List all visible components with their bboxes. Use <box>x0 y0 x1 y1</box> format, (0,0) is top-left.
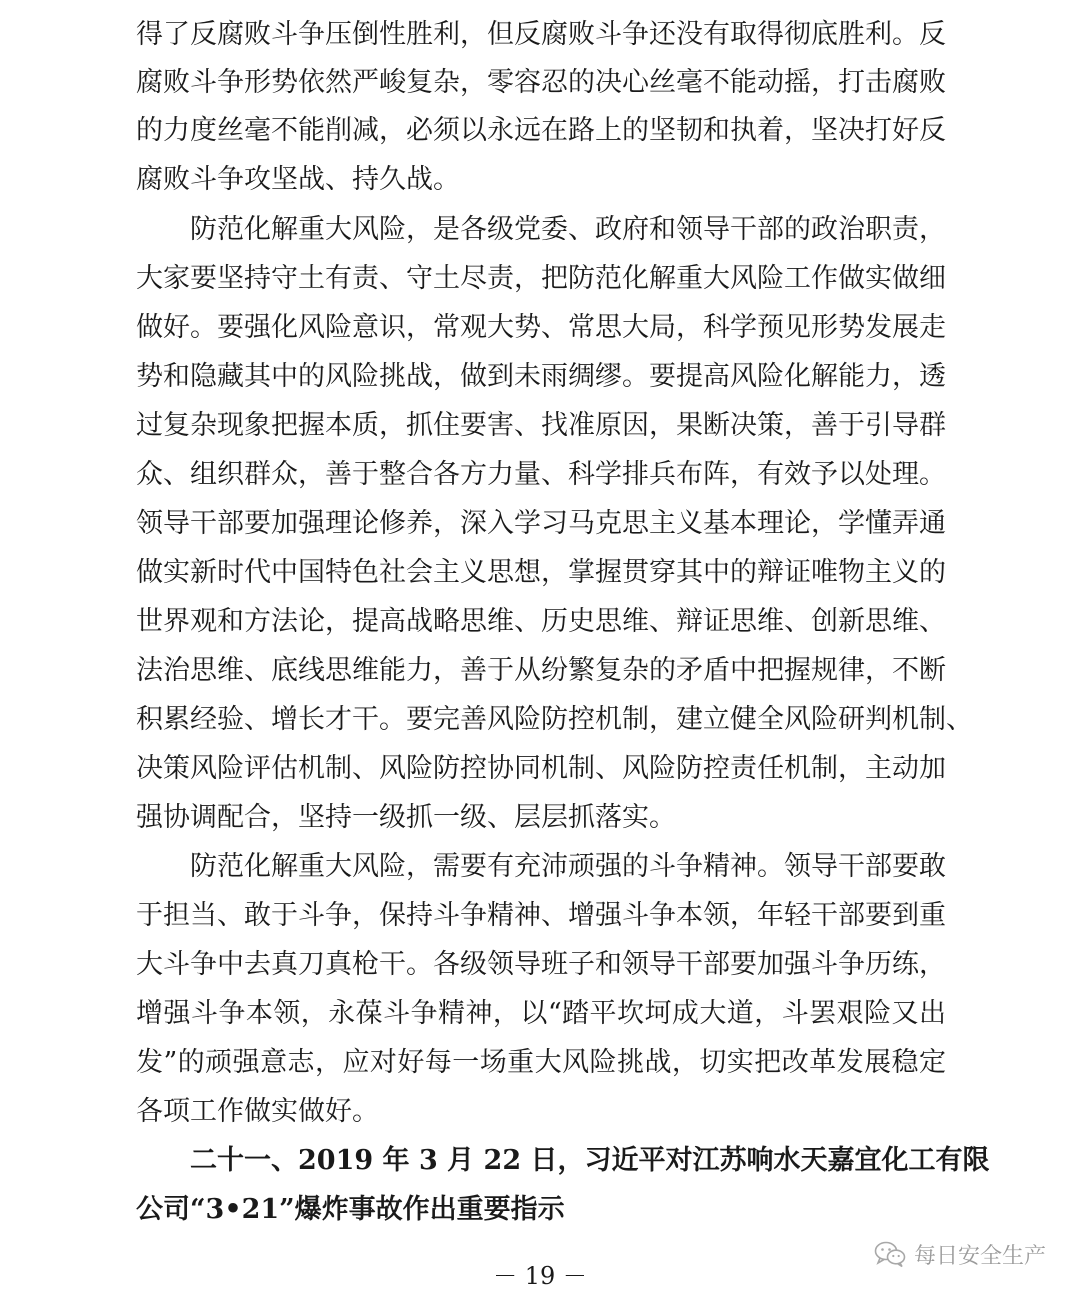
section-heading: 二十一、2019 年 3 月 22 日，习近平对江苏响水天嘉宜化工有限 <box>190 1145 990 1176</box>
text-line: 得了反腐败斗争压倒性胜利，但反腐败斗争还没有取得彻底胜利。反 <box>136 19 946 50</box>
text-line: 领导干部要加强理论修养，深入学习马克思主义基本理论，学懂弄通 <box>136 508 946 539</box>
text-line: 大家要坚持守土有责、守土尽责，把防范化解重大风险工作做实做细 <box>136 263 946 294</box>
page-number: － 19 － <box>493 1262 587 1290</box>
text-line: 世界观和方法论，提高战略思维、历史思维、辩证思维、创新思维、 <box>136 606 946 637</box>
paragraph-first-line: 防范化解重大风险，是各级党委、政府和领导干部的政治职责， <box>190 214 946 245</box>
text-line: 决策风险评估机制、风险防控协同机制、风险防控责任机制，主动加 <box>136 753 946 784</box>
watermark-text: 每日安全生产 <box>913 1243 1046 1269</box>
section-heading-continued: 公司“3•21”爆炸事故作出重要指示 <box>136 1194 565 1225</box>
text-line: 做好。要强化风险意识，常观大势、常思大局，科学预见形势发展走 <box>136 312 946 343</box>
text-line: 的力度丝毫不能削减，必须以永远在路上的坚韧和执着，坚决打好反 <box>136 115 946 146</box>
text-line: 腐败斗争形势依然严峻复杂，零容忍的决心丝毫不能动摇，打击腐败 <box>136 67 946 98</box>
text-line: 做实新时代中国特色社会主义思想，掌握贯穿其中的辩证唯物主义的 <box>136 557 946 588</box>
text-line: 于担当、敢于斗争，保持斗争精神、增强斗争本领，年轻干部要到重 <box>136 900 946 931</box>
text-line: 众、组织群众，善于整合各方力量、科学排兵布阵，有效予以处理。 <box>136 459 946 490</box>
text-line: 各项工作做实做好。 <box>136 1096 379 1127</box>
text-line: 大斗争中去真刀真枪干。各级领导班子和领导干部要加强斗争历练， <box>136 949 946 980</box>
text-line: 过复杂现象把握本质，抓住要害、找准原因，果断决策，善于引导群 <box>136 410 946 441</box>
text-line: 发”的顽强意志，应对好每一场重大风险挑战，切实把改革发展稳定 <box>136 1047 946 1078</box>
paragraph-first-line: 防范化解重大风险，需要有充沛顽强的斗争精神。领导干部要敢 <box>190 851 946 882</box>
text-line: 强协调配合，坚持一级抓一级、层层抓落实。 <box>136 802 676 833</box>
text-line: 积累经验、增长才干。要完善风险防控机制，建立健全风险研判机制、 <box>136 704 973 735</box>
text-line: 腐败斗争攻坚战、持久战。 <box>136 164 460 195</box>
text-line: 增强斗争本领，永葆斗争精神，以“踏平坎坷成大道，斗罢艰险又出 <box>136 998 946 1029</box>
text-line: 法治思维、底线思维能力，善于从纷繁复杂的矛盾中把握规律，不断 <box>136 655 946 686</box>
text-line: 势和隐藏其中的风险挑战，做到未雨绸缪。要提高风险化解能力，透 <box>136 361 946 392</box>
